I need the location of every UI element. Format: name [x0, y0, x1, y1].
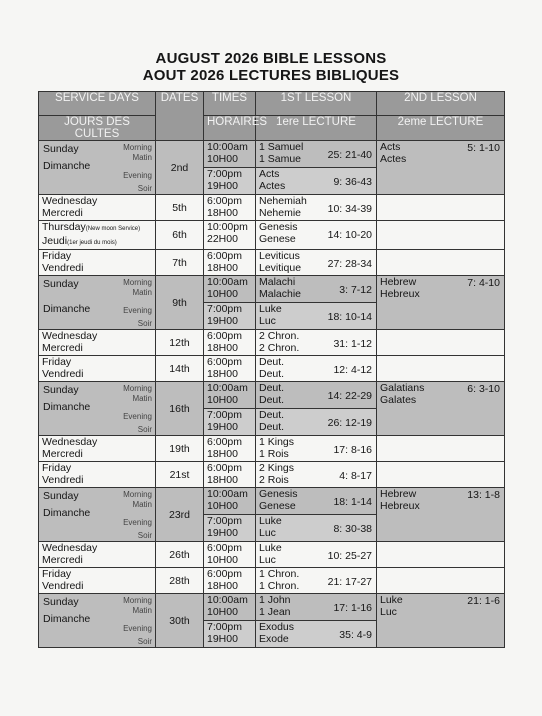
- lesson2-book-fr: Galates: [380, 394, 417, 406]
- lesson2-book-en: Hebrew: [380, 276, 417, 288]
- sunday-day-cell: [39, 488, 156, 542]
- header-service-days-fr: JOURS DES CULTES: [39, 116, 156, 141]
- evening-time-en: 7:00pm: [207, 168, 243, 180]
- evening-time-en: 7:00pm: [207, 303, 243, 315]
- lesson1-book-fr: 1 Rois: [259, 448, 289, 460]
- day-cell: [39, 542, 156, 568]
- title-english: AUGUST 2026 BIBLE LESSONS: [155, 50, 387, 67]
- day-english: [42, 568, 152, 580]
- evening-book-fr: Luc: [259, 527, 276, 539]
- table-row: [39, 330, 505, 356]
- dimanche-label: Dimanche: [43, 401, 91, 413]
- evening-time-cell: [204, 621, 256, 648]
- time-cell: [204, 542, 256, 568]
- soir-label: Soir: [137, 184, 152, 193]
- date-cell: 14th: [156, 356, 204, 382]
- lesson1-reference: 10: 25-27: [327, 550, 372, 562]
- morning-book-en: Malachi: [259, 276, 296, 288]
- day-french-note: (1er jeudi du mois): [67, 240, 117, 246]
- morning-lesson1-cell: [256, 382, 377, 409]
- lesson1-cell: [256, 462, 377, 488]
- lesson1-reference: 14: 10-20: [327, 229, 372, 241]
- date-cell: 19th: [156, 436, 204, 462]
- header-lesson1-fr: 1ere LECTURE: [256, 116, 377, 141]
- evening-time-cell: [204, 409, 256, 436]
- morning-time-fr: 10H00: [207, 606, 238, 618]
- evening-book-en: Acts: [259, 168, 280, 180]
- day-english-text: Wednesday: [42, 195, 98, 207]
- header-lesson1: 1ST LESSON: [256, 92, 377, 116]
- header-lesson2-fr: 2eme LECTURE: [377, 116, 505, 141]
- lesson1-reference: 4: 8-17: [339, 470, 372, 482]
- morning-reference: 25: 21-40: [327, 149, 372, 161]
- morning-book-fr: Deut.: [259, 394, 285, 406]
- day-english: [42, 221, 152, 235]
- evening-time-cell: [204, 303, 256, 330]
- lesson1-cell: [256, 542, 377, 568]
- lesson1-cell: [256, 330, 377, 356]
- evening-lesson1-cell: [256, 621, 377, 648]
- matin-label: Matin: [132, 500, 152, 509]
- time-french: 10H00: [207, 554, 238, 566]
- day-english-text: Friday: [42, 462, 72, 474]
- lesson1-reference: 27: 28-34: [327, 258, 372, 270]
- morning-label: Morning: [123, 143, 152, 152]
- lesson2-reference: 13: 1-8: [467, 489, 500, 501]
- sunday-morning-row: [39, 276, 505, 303]
- day-cell: [39, 356, 156, 382]
- day-french-text: Vendredi: [42, 474, 84, 486]
- day-french: [42, 580, 152, 592]
- morning-book-en: Genesis: [259, 488, 298, 500]
- sunday-morning-row: [39, 382, 505, 409]
- dimanche-label: Dimanche: [43, 613, 91, 625]
- lesson2-book-fr: Luc: [380, 606, 397, 618]
- lesson2-cell: [377, 330, 505, 356]
- evening-book-fr: Exode: [259, 633, 289, 645]
- lesson2-reference: 6: 3-10: [467, 383, 500, 395]
- date-cell: 5th: [156, 195, 204, 221]
- day-french: [42, 368, 152, 380]
- morning-time-fr: 10H00: [207, 288, 238, 300]
- time-french: 18H00: [207, 207, 238, 219]
- morning-time-cell: [204, 276, 256, 303]
- evening-book-fr: Actes: [259, 180, 286, 192]
- lesson1-book-en: Nehemiah: [259, 195, 307, 207]
- morning-label: Morning: [123, 490, 152, 499]
- lesson1-book-en: Leviticus: [259, 250, 300, 262]
- evening-time-en: 7:00pm: [207, 409, 243, 421]
- day-cell: [39, 221, 156, 250]
- date-cell: 21st: [156, 462, 204, 488]
- evening-time-fr: 19H00: [207, 633, 238, 645]
- header-row-french: [39, 116, 505, 141]
- header-dates: DATES: [156, 92, 204, 141]
- day-english-text: Friday: [42, 356, 72, 368]
- time-cell: [204, 568, 256, 594]
- sunday-morning-row: [39, 141, 505, 168]
- morning-reference: 14: 22-29: [327, 390, 372, 402]
- time-english: 6:00pm: [207, 195, 243, 207]
- time-french: 18H00: [207, 580, 238, 592]
- lesson2-book-en: Galatians: [380, 382, 425, 394]
- day-french-text: Vendredi: [42, 368, 84, 380]
- day-french-text: Mercredi: [42, 207, 83, 219]
- morning-time-en: 10:00am: [207, 594, 248, 606]
- time-english: 6:00pm: [207, 330, 243, 342]
- sunday-date-cell: 30th: [156, 594, 204, 648]
- lesson1-book-en: 2 Kings: [259, 462, 295, 474]
- time-cell: [204, 330, 256, 356]
- time-french: 18H00: [207, 368, 238, 380]
- day-french: [42, 235, 152, 249]
- day-english-text: Wednesday: [42, 542, 98, 554]
- morning-time-en: 10:00am: [207, 488, 248, 500]
- evening-label: Evening: [123, 518, 152, 527]
- sunday-date-cell: 23rd: [156, 488, 204, 542]
- date-cell: 28th: [156, 568, 204, 594]
- lesson1-book-fr: Genese: [259, 233, 296, 245]
- morning-lesson1-cell: [256, 594, 377, 621]
- day-french-text: Vendredi: [42, 580, 84, 592]
- day-cell: [39, 195, 156, 221]
- evening-time-cell: [204, 515, 256, 542]
- lesson1-book-fr: Nehemie: [259, 207, 302, 219]
- lesson2-cell: [377, 276, 505, 330]
- morning-time-en: 10:00am: [207, 141, 248, 153]
- morning-time-en: 10:00am: [207, 382, 248, 394]
- date-cell: 26th: [156, 542, 204, 568]
- evening-book-en: Luke: [259, 515, 282, 527]
- time-cell: [204, 356, 256, 382]
- lesson1-cell: [256, 195, 377, 221]
- evening-label: Evening: [123, 624, 152, 633]
- lesson1-cell: [256, 221, 377, 250]
- header-times-fr: HORAIRES: [204, 116, 256, 141]
- soir-label: Soir: [137, 637, 152, 646]
- evening-label: Evening: [123, 412, 152, 421]
- header-row-english: [39, 92, 505, 116]
- morning-label: Morning: [123, 384, 152, 393]
- lesson2-cell: [377, 382, 505, 436]
- lesson2-reference: 7: 4-10: [467, 277, 500, 289]
- soir-label: Soir: [137, 531, 152, 540]
- lesson2-cell: [377, 356, 505, 382]
- day-french: [42, 207, 152, 219]
- lesson2-cell: [377, 221, 505, 250]
- morning-label: Morning: [123, 278, 152, 287]
- day-english: [42, 542, 152, 554]
- morning-book-fr: Genese: [259, 500, 296, 512]
- evening-time-en: 7:00pm: [207, 515, 243, 527]
- lesson2-book-en: Acts: [380, 141, 401, 153]
- day-cell: [39, 568, 156, 594]
- lesson1-reference: 21: 17-27: [327, 576, 372, 588]
- morning-time-cell: [204, 594, 256, 621]
- header-times: TIMES: [204, 92, 256, 116]
- day-english-text: Friday: [42, 250, 72, 262]
- evening-label: Evening: [123, 306, 152, 315]
- sunday-morning-row: [39, 488, 505, 515]
- morning-book-en: 1 John: [259, 594, 291, 606]
- lesson2-cell: [377, 436, 505, 462]
- evening-time-fr: 19H00: [207, 180, 238, 192]
- lesson2-reference: 21: 1-6: [467, 595, 500, 607]
- day-english-text: Wednesday: [42, 330, 98, 342]
- table-row: [39, 356, 505, 382]
- lesson1-book-en: 2 Chron.: [259, 330, 300, 342]
- matin-label: Matin: [132, 606, 152, 615]
- lesson2-cell: [377, 488, 505, 542]
- soir-label: Soir: [137, 319, 152, 328]
- table-body: [39, 141, 505, 648]
- dimanche-label: Dimanche: [43, 507, 91, 519]
- date-cell: 6th: [156, 221, 204, 250]
- day-french: [42, 554, 152, 566]
- sunday-day-cell: [39, 276, 156, 330]
- time-cell: [204, 436, 256, 462]
- evening-reference: 9: 36-43: [333, 176, 372, 188]
- evening-time-fr: 19H00: [207, 421, 238, 433]
- day-english-note: (New moon Service): [85, 226, 141, 232]
- evening-lesson1-cell: [256, 515, 377, 542]
- lesson2-cell: [377, 141, 505, 195]
- time-french: 18H00: [207, 262, 238, 274]
- morning-time-cell: [204, 488, 256, 515]
- time-english: 10:00pm: [207, 221, 248, 233]
- sunday-label: Sunday: [43, 490, 79, 502]
- morning-lesson1-cell: [256, 141, 377, 168]
- day-french: [42, 448, 152, 460]
- lesson1-book-fr: Deut.: [259, 368, 285, 380]
- lesson2-cell: [377, 195, 505, 221]
- time-french: 18H00: [207, 474, 238, 486]
- lesson1-cell: [256, 568, 377, 594]
- day-english-text: Friday: [42, 568, 72, 580]
- time-english: 6:00pm: [207, 542, 243, 554]
- lesson1-book-fr: Luc: [259, 554, 276, 566]
- lesson2-cell: [377, 568, 505, 594]
- morning-time-cell: [204, 382, 256, 409]
- lesson2-book-en: Hebrew: [380, 488, 417, 500]
- sunday-label: Sunday: [43, 596, 79, 608]
- lesson1-cell: [256, 436, 377, 462]
- dimanche-label: Dimanche: [43, 160, 91, 172]
- sunday-day-cell: [39, 141, 156, 195]
- evening-book-en: Exodus: [259, 621, 295, 633]
- lesson1-book-en: Luke: [259, 542, 282, 554]
- day-english: [42, 250, 152, 262]
- morning-time-fr: 10H00: [207, 500, 238, 512]
- lesson2-book-fr: Hebreux: [380, 500, 420, 512]
- day-cell: [39, 462, 156, 488]
- time-english: 6:00pm: [207, 250, 243, 262]
- evening-lesson1-cell: [256, 409, 377, 436]
- lesson2-cell: [377, 250, 505, 276]
- lesson1-reference: 12: 4-12: [333, 364, 372, 376]
- day-cell: [39, 436, 156, 462]
- morning-label: Morning: [123, 596, 152, 605]
- sunday-date-cell: 9th: [156, 276, 204, 330]
- day-french: [42, 262, 152, 274]
- table-row: [39, 195, 505, 221]
- morning-book-fr: 1 Samue: [259, 153, 302, 165]
- morning-time-fr: 10H00: [207, 153, 238, 165]
- day-french-text: Jeudi: [42, 235, 68, 247]
- evening-time-fr: 19H00: [207, 315, 238, 327]
- lesson1-book-fr: 1 Chron.: [259, 580, 300, 592]
- time-french: 18H00: [207, 448, 238, 460]
- lesson1-book-fr: 2 Rois: [259, 474, 289, 486]
- time-cell: [204, 462, 256, 488]
- evening-book-en: Deut.: [259, 409, 285, 421]
- lesson1-cell: [256, 356, 377, 382]
- morning-book-fr: Malachie: [259, 288, 302, 300]
- sunday-morning-row: [39, 594, 505, 621]
- evening-lesson1-cell: [256, 168, 377, 195]
- day-french: [42, 342, 152, 354]
- date-cell: 7th: [156, 250, 204, 276]
- lesson1-book-en: 1 Chron.: [259, 568, 300, 580]
- lesson1-book-fr: Levitique: [259, 262, 302, 274]
- time-cell: [204, 195, 256, 221]
- evening-time-en: 7:00pm: [207, 621, 243, 633]
- sunday-label: Sunday: [43, 384, 79, 396]
- evening-book-en: Luke: [259, 303, 282, 315]
- sunday-day-cell: [39, 594, 156, 648]
- table-row: [39, 250, 505, 276]
- lesson1-reference: 31: 1-12: [333, 338, 372, 350]
- sunday-label: Sunday: [43, 278, 79, 290]
- morning-time-en: 10:00am: [207, 276, 248, 288]
- morning-reference: 3: 7-12: [339, 284, 372, 296]
- day-cell: [39, 330, 156, 356]
- day-cell: [39, 250, 156, 276]
- matin-label: Matin: [132, 153, 152, 162]
- morning-reference: 17: 1-16: [333, 602, 372, 614]
- morning-reference: 18: 1-14: [333, 496, 372, 508]
- sunday-date-cell: 16th: [156, 382, 204, 436]
- lesson2-book-fr: Actes: [380, 153, 407, 165]
- morning-book-fr: 1 Jean: [259, 606, 291, 618]
- evening-book-fr: Deut.: [259, 421, 285, 433]
- matin-label: Matin: [132, 394, 152, 403]
- evening-reference: 18: 10-14: [327, 311, 372, 323]
- table-row: [39, 568, 505, 594]
- morning-lesson1-cell: [256, 488, 377, 515]
- evening-book-fr: Luc: [259, 315, 276, 327]
- sunday-date-cell: 2nd: [156, 141, 204, 195]
- lesson2-cell: [377, 594, 505, 648]
- morning-time-fr: 10H00: [207, 394, 238, 406]
- day-english: [42, 356, 152, 368]
- time-cell: [204, 250, 256, 276]
- morning-time-cell: [204, 141, 256, 168]
- day-french-text: Mercredi: [42, 448, 83, 460]
- evening-lesson1-cell: [256, 303, 377, 330]
- matin-label: Matin: [132, 288, 152, 297]
- day-english: [42, 330, 152, 342]
- header-service-days: SERVICE DAYS: [39, 92, 156, 116]
- time-english: 6:00pm: [207, 462, 243, 474]
- morning-book-en: 1 Samuel: [259, 141, 304, 153]
- lesson1-reference: 17: 8-16: [333, 444, 372, 456]
- lesson1-book-en: Genesis: [259, 221, 298, 233]
- lesson1-reference: 10: 34-39: [327, 203, 372, 215]
- day-english: [42, 462, 152, 474]
- lesson2-reference: 5: 1-10: [467, 142, 500, 154]
- evening-time-cell: [204, 168, 256, 195]
- evening-reference: 8: 30-38: [333, 523, 372, 535]
- time-french: 18H00: [207, 342, 238, 354]
- title-french: AOUT 2026 LECTURES BIBLIQUES: [142, 67, 400, 84]
- evening-reference: 26: 12-19: [327, 417, 372, 429]
- table-row: [39, 436, 505, 462]
- table-row: [39, 462, 505, 488]
- table-row: [39, 221, 505, 250]
- lesson2-cell: [377, 462, 505, 488]
- time-english: 6:00pm: [207, 436, 243, 448]
- day-english-text: Wednesday: [42, 436, 98, 448]
- lesson2-book-en: Luke: [380, 594, 403, 606]
- time-english: 6:00pm: [207, 568, 243, 580]
- lesson2-cell: [377, 542, 505, 568]
- dimanche-label: Dimanche: [43, 303, 91, 315]
- lesson1-book-en: 1 Kings: [259, 436, 295, 448]
- day-english: [42, 195, 152, 207]
- lesson-table: [38, 91, 505, 648]
- morning-lesson1-cell: [256, 276, 377, 303]
- day-english-text: Thursday: [42, 221, 86, 233]
- day-french-text: Mercredi: [42, 342, 83, 354]
- day-english: [42, 436, 152, 448]
- evening-reference: 35: 4-9: [339, 629, 372, 641]
- day-french-text: Vendredi: [42, 262, 84, 274]
- time-french: 22H00: [207, 233, 238, 245]
- lesson2-book-fr: Hebreux: [380, 288, 420, 300]
- day-french: [42, 474, 152, 486]
- time-english: 6:00pm: [207, 356, 243, 368]
- lesson1-book-en: Deut.: [259, 356, 285, 368]
- header-lesson2: 2ND LESSON: [377, 92, 505, 116]
- day-french-text: Mercredi: [42, 554, 83, 566]
- lesson1-book-fr: 2 Chron.: [259, 342, 300, 354]
- soir-label: Soir: [137, 425, 152, 434]
- time-cell: [204, 221, 256, 250]
- evening-time-fr: 19H00: [207, 527, 238, 539]
- lesson1-cell: [256, 250, 377, 276]
- table-row: [39, 542, 505, 568]
- date-cell: 12th: [156, 330, 204, 356]
- morning-book-en: Deut.: [259, 382, 285, 394]
- sunday-day-cell: [39, 382, 156, 436]
- evening-label: Evening: [123, 171, 152, 180]
- sunday-label: Sunday: [43, 143, 79, 155]
